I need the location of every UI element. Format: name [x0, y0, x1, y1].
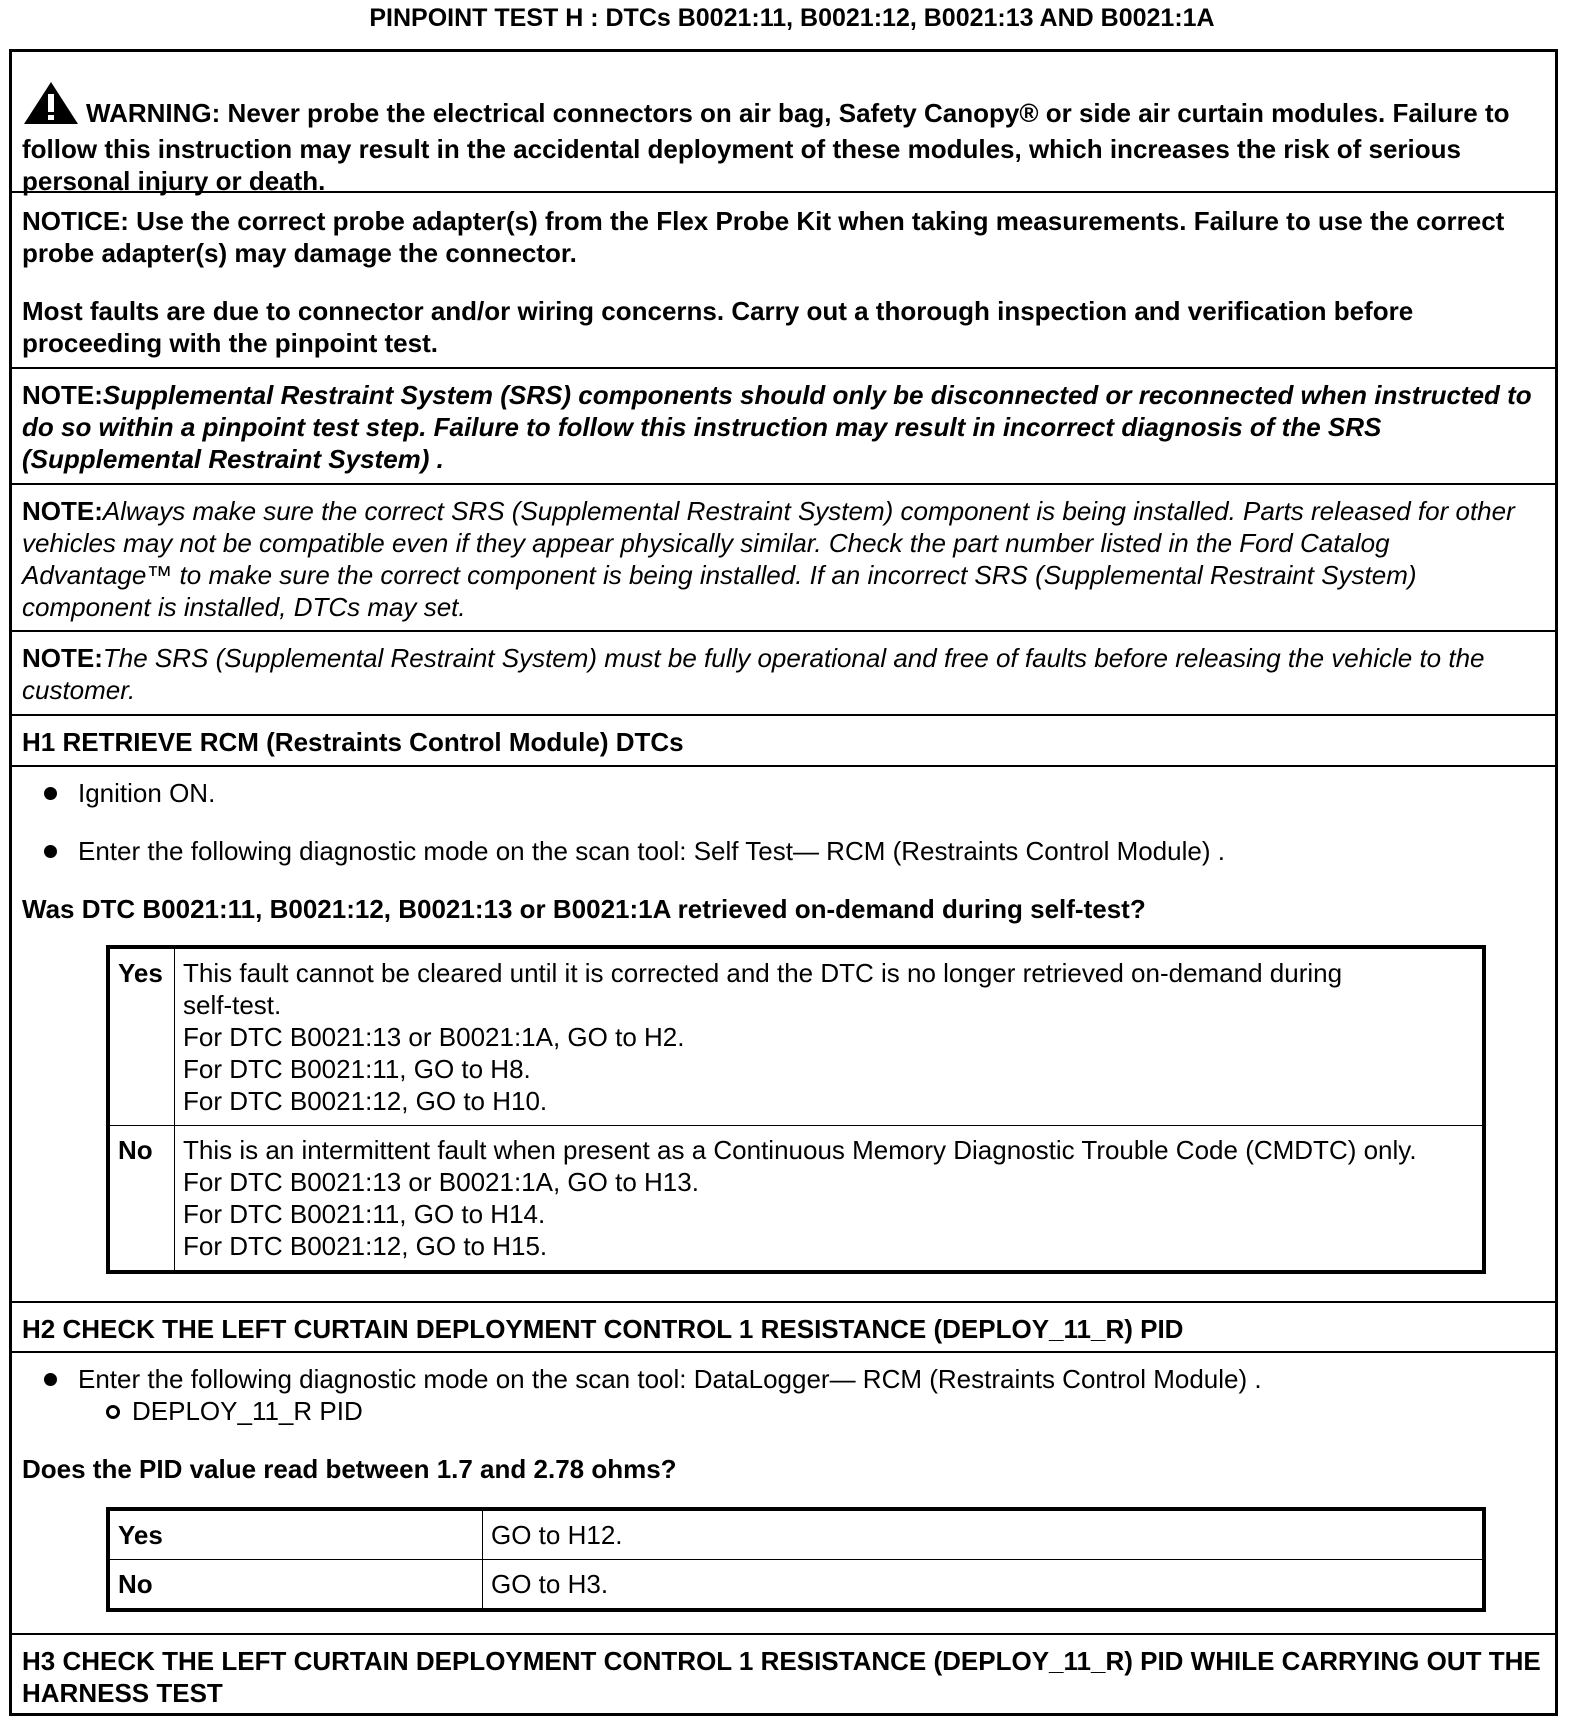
no-label: No: [108, 1560, 483, 1611]
notice-section: [12, 193, 1555, 369]
no-result: GO to H3.: [483, 1560, 1485, 1611]
note-text: The SRS (Supplemental Restraint System) must be fully operational and free of faults before releasing the vehicle to the customer.: [22, 643, 1485, 705]
table-row: [108, 1126, 1484, 1273]
table-row: [108, 947, 1484, 1126]
note-section-1: [12, 369, 1555, 485]
warning-text: WARNING: Never probe the electrical connectors on air bag, Safety Canopy® or side air curtain modules. Failure to follow this instruction may result in the accidental deployment of these modules, which increases the risk of serious personal injury or death.: [22, 98, 1510, 196]
note-label: NOTE:: [22, 380, 103, 410]
note-label: NOTE:: [22, 496, 103, 526]
yes-result: GO to H12.: [483, 1509, 1485, 1560]
step-title-h1: H1 RETRIEVE RCM (Restraints Control Module) DTCs: [22, 727, 684, 757]
yes-label: Yes: [108, 947, 175, 1126]
h2-result-table: [106, 1507, 1486, 1612]
h2-body-section: [12, 1353, 1555, 1635]
warning-triangle-icon: [22, 80, 80, 133]
circle-bullet-icon: [106, 1405, 120, 1419]
note-label: NOTE:: [22, 643, 103, 673]
yes-result: This fault cannot be cleared until it is corrected and the DTC is no longer retrieved on-demand during self-test. For DTC B0021:13 or B0021:1A, GO to H2. For DTC B0021:11, GO to H8. For DTC B0021:12, GO to H10.: [175, 947, 1485, 1126]
table-row: [108, 1560, 1484, 1611]
h1-title-section: [12, 716, 1555, 767]
bullet-icon: [44, 1373, 57, 1386]
pinpoint-test-frame: [9, 49, 1558, 1716]
list-item: Enter the following diagnostic mode on the scan tool: Self Test— RCM (Restraints Control Module) .: [22, 835, 1545, 867]
yes-label: Yes: [108, 1509, 483, 1560]
step-title-h2: H2 CHECK THE LEFT CURTAIN DEPLOYMENT CONTROL 1 RESISTANCE (DEPLOY_11_R) PID: [22, 1314, 1184, 1344]
note-section-2: [12, 485, 1555, 632]
list-item: Enter the following diagnostic mode on the scan tool: DataLogger— RCM (Restraints Control Module) .: [22, 1363, 1545, 1395]
sub-list-item: DEPLOY_11_R PID: [22, 1395, 1545, 1427]
table-row: [108, 1509, 1484, 1560]
bullet-icon: [44, 845, 57, 858]
note-text: Always make sure the correct SRS (Supplemental Restraint System) component is being installed. Parts released for other vehicles may not be compatible even if they appear physically similar. Check the part number listed in the Ford Catalog Advantage™ to make sure the correct component is being installed. If an incorrect SRS (Supplemental Restraint System) component is installed, DTCs may set.: [22, 496, 1515, 622]
note-section-3: [12, 632, 1555, 716]
page-title: PINPOINT TEST H : DTCs B0021:11, B0021:12, B0021:13 AND B0021:1A: [369, 4, 1215, 32]
h1-result-table: [106, 945, 1486, 1274]
list-item: Ignition ON.: [22, 777, 1545, 809]
h2-title-section: [12, 1303, 1555, 1353]
no-result: This is an intermittent fault when present as a Continuous Memory Diagnostic Trouble Code (CMDTC) only. For DTC B0021:13 or B0021:1A, GO to H13. For DTC B0021:11, GO to H14. For DTC B0021:12, GO to H15.: [175, 1126, 1485, 1273]
warning-section: [12, 52, 1555, 196]
step-question: Does the PID value read between 1.7 and 2.78 ohms?: [22, 1454, 677, 1484]
h3-title-section: [12, 1635, 1555, 1709]
notice-text: NOTICE: Use the correct probe adapter(s) from the Flex Probe Kit when taking measurements. Failure to use the correct probe adapter(s) may damage the connector.: [22, 206, 1505, 268]
no-label: No: [108, 1126, 175, 1273]
step-question: Was DTC B0021:11, B0021:12, B0021:13 or B0021:1A retrieved on-demand during self-test?: [22, 894, 1146, 924]
bullet-icon: [44, 787, 57, 800]
step-title-h3: H3 CHECK THE LEFT CURTAIN DEPLOYMENT CONTROL 1 RESISTANCE (DEPLOY_11_R) PID WHILE CARRYING OUT THE HARNESS TEST: [22, 1646, 1541, 1708]
h1-body-section: [12, 767, 1555, 1303]
faults-text: Most faults are due to connector and/or wiring concerns. Carry out a thorough inspection and verification before proceeding with the pinpoint test.: [22, 296, 1414, 358]
note-text: Supplemental Restraint System (SRS) components should only be disconnected or reconnected when instructed to do so within a pinpoint test step. Failure to follow this instruction may result in incorrect diagnosis of the SRS (Supplemental Restraint System) .: [22, 380, 1532, 474]
